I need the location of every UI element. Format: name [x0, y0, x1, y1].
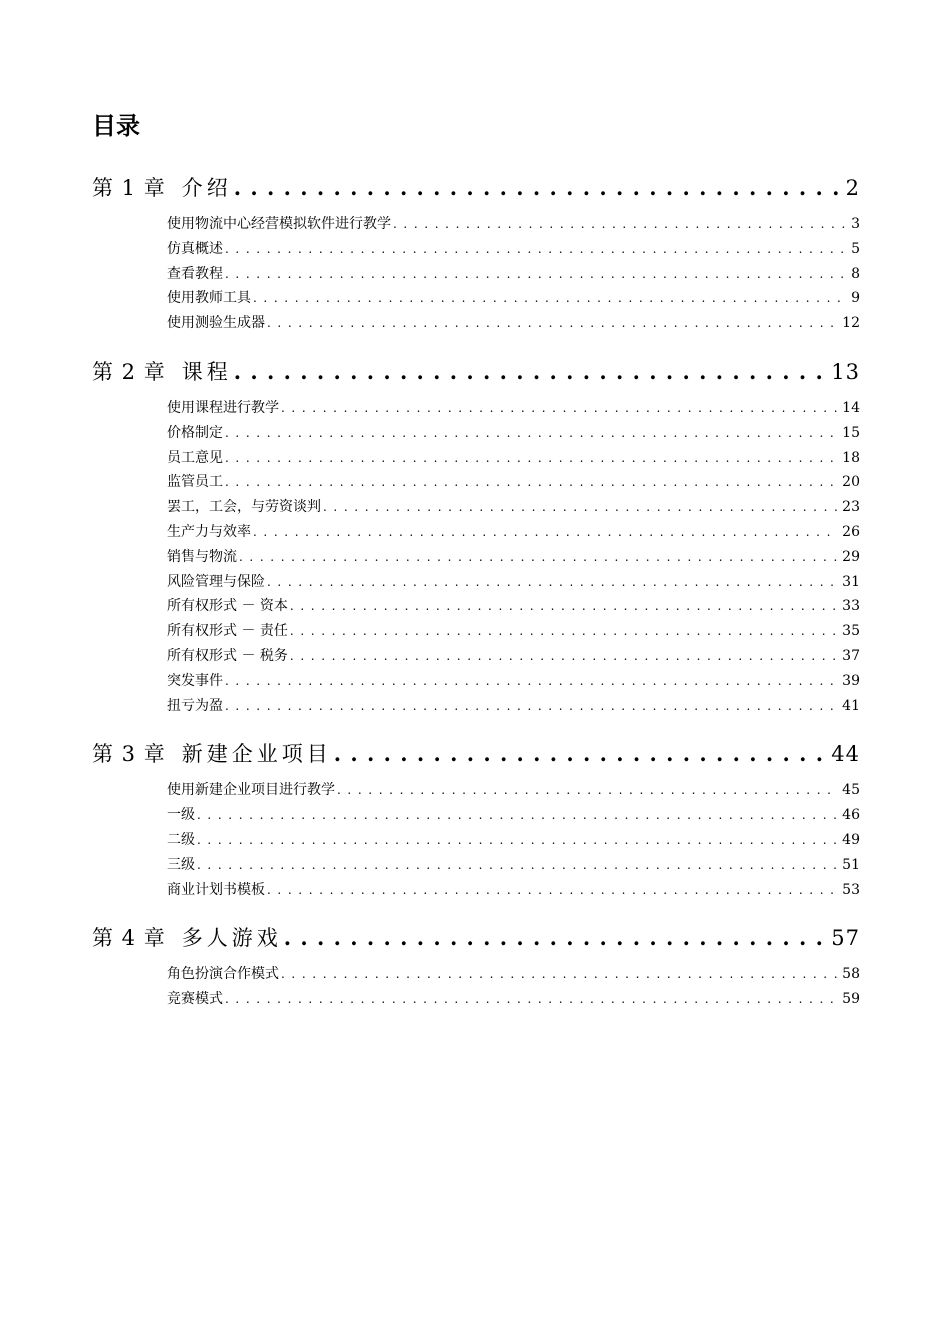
section-title: 仿真概述	[167, 240, 223, 257]
chapter-title: 课程	[181, 359, 232, 384]
dot-leader	[323, 495, 838, 520]
section-list	[167, 778, 860, 902]
dot-leader	[284, 922, 828, 954]
dot-leader	[225, 421, 838, 446]
chapter-number: 第 1 章	[92, 176, 166, 200]
section-list	[167, 962, 860, 1012]
section-title: 角色扮演合作模式	[167, 966, 279, 983]
section-page-number: 51	[842, 856, 860, 873]
section-title: 突发事件	[167, 672, 223, 689]
chapter-page-number: 13	[831, 359, 860, 384]
section-title: 使用课程进行教学	[167, 399, 279, 416]
chapter-entry[interactable]	[92, 738, 860, 770]
section-page-number: 31	[842, 573, 860, 590]
dot-leader	[197, 803, 838, 828]
chapter-entry[interactable]	[92, 922, 860, 954]
section-entry[interactable]	[167, 446, 860, 471]
dot-leader	[239, 545, 838, 570]
section-entry[interactable]	[167, 262, 860, 287]
chapter-number: 第 2 章	[92, 359, 166, 384]
section-title: 所有权形式 － 税务	[167, 647, 288, 664]
section-title: 生产力与效率	[167, 523, 251, 540]
dot-leader	[253, 286, 847, 311]
section-entry[interactable]	[167, 396, 860, 421]
chapter-page-number: 44	[831, 742, 860, 767]
dot-leader	[281, 962, 838, 987]
section-entry[interactable]	[167, 286, 860, 311]
section-page-number: 5	[851, 240, 860, 257]
section-entry[interactable]	[167, 828, 860, 853]
section-entry[interactable]	[167, 878, 860, 903]
section-entry[interactable]	[167, 853, 860, 878]
section-page-number: 8	[851, 265, 860, 282]
section-list	[167, 396, 860, 718]
section-page-number: 20	[842, 474, 860, 491]
dot-leader	[225, 694, 838, 719]
chapter-title: 介绍	[181, 176, 232, 200]
dot-leader	[225, 262, 847, 287]
dot-leader	[290, 644, 838, 669]
section-title: 二级	[167, 831, 195, 848]
chapter-title: 新建企业项目	[181, 742, 332, 767]
section-list	[167, 212, 860, 336]
section-entry[interactable]	[167, 778, 860, 803]
section-entry[interactable]	[167, 570, 860, 595]
chapter-number: 第 4 章	[92, 926, 166, 951]
dot-leader	[267, 311, 838, 336]
section-entry[interactable]	[167, 421, 860, 446]
dot-leader	[197, 828, 838, 853]
section-title: 竞赛模式	[167, 991, 223, 1008]
dot-leader	[290, 594, 838, 619]
section-entry[interactable]	[167, 594, 860, 619]
dot-leader	[234, 356, 828, 388]
dot-leader	[290, 619, 838, 644]
section-page-number: 46	[842, 807, 860, 824]
chapter-number: 第 3 章	[92, 742, 166, 767]
section-title: 扭亏为盈	[167, 697, 223, 714]
chapter-title: 多人游戏	[181, 926, 282, 951]
section-entry[interactable]	[167, 495, 860, 520]
section-title: 所有权形式 － 责任	[167, 623, 288, 640]
table-of-contents	[92, 172, 860, 1012]
section-entry[interactable]	[167, 545, 860, 570]
section-title: 使用教师工具	[167, 290, 251, 307]
section-title: 使用物流中心经营模拟软件进行教学	[167, 216, 391, 232]
section-entry[interactable]	[167, 669, 860, 694]
section-entry[interactable]	[167, 803, 860, 828]
dot-leader	[197, 853, 838, 878]
dot-leader	[267, 570, 838, 595]
section-entry[interactable]	[167, 212, 860, 237]
section-entry[interactable]	[167, 987, 860, 1012]
section-title: 风险管理与保险	[167, 573, 265, 590]
section-title: 商业计划书模板	[167, 881, 265, 898]
section-title: 一级	[167, 807, 195, 824]
section-page-number: 45	[842, 782, 860, 799]
section-page-number: 14	[842, 399, 860, 416]
dot-leader	[253, 520, 838, 545]
section-entry[interactable]	[167, 619, 860, 644]
section-page-number: 26	[842, 523, 860, 540]
section-page-number: 29	[842, 548, 860, 565]
section-entry[interactable]	[167, 237, 860, 262]
section-page-number: 39	[842, 672, 860, 689]
section-page-number: 23	[842, 499, 860, 516]
section-entry[interactable]	[167, 470, 860, 495]
dot-leader	[225, 987, 838, 1012]
section-title: 员工意见	[167, 449, 223, 466]
section-title: 所有权形式 － 资本	[167, 598, 288, 615]
section-entry[interactable]	[167, 311, 860, 336]
section-page-number: 35	[842, 623, 860, 640]
chapter-entry[interactable]	[92, 172, 860, 204]
toc-title: 目录	[92, 112, 140, 140]
dot-leader	[234, 172, 842, 204]
section-title: 罢工，工会，与劳资谈判	[167, 499, 321, 516]
dot-leader	[225, 446, 838, 471]
section-page-number: 15	[842, 424, 860, 441]
chapter-page-number: 2	[845, 176, 860, 200]
section-title: 销售与物流	[167, 548, 237, 565]
section-page-number: 3	[851, 216, 860, 232]
section-entry[interactable]	[167, 962, 860, 987]
chapter-entry[interactable]	[92, 356, 860, 388]
dot-leader	[337, 778, 838, 803]
section-page-number: 18	[842, 449, 860, 466]
section-title: 使用新建企业项目进行教学	[167, 782, 335, 799]
section-title: 价格制定	[167, 424, 223, 441]
section-entry[interactable]	[167, 520, 860, 545]
section-page-number: 59	[842, 991, 860, 1008]
section-entry[interactable]	[167, 694, 860, 719]
section-page-number: 37	[842, 647, 860, 664]
section-page-number: 58	[842, 966, 860, 983]
section-page-number: 49	[842, 831, 860, 848]
dot-leader	[393, 212, 847, 237]
section-page-number: 53	[842, 881, 860, 898]
section-page-number: 41	[842, 697, 860, 714]
chapter-page-number: 57	[831, 926, 860, 951]
section-title: 监管员工	[167, 474, 223, 491]
section-page-number: 12	[842, 315, 860, 332]
section-title: 三级	[167, 856, 195, 873]
section-title: 使用测验生成器	[167, 315, 265, 332]
dot-leader	[267, 878, 838, 903]
section-entry[interactable]	[167, 644, 860, 669]
section-page-number: 33	[842, 598, 860, 615]
dot-leader	[281, 396, 838, 421]
dot-leader	[334, 738, 828, 770]
section-page-number: 9	[851, 290, 860, 307]
dot-leader	[225, 470, 838, 495]
dot-leader	[225, 237, 847, 262]
dot-leader	[225, 669, 838, 694]
section-title: 查看教程	[167, 265, 223, 282]
